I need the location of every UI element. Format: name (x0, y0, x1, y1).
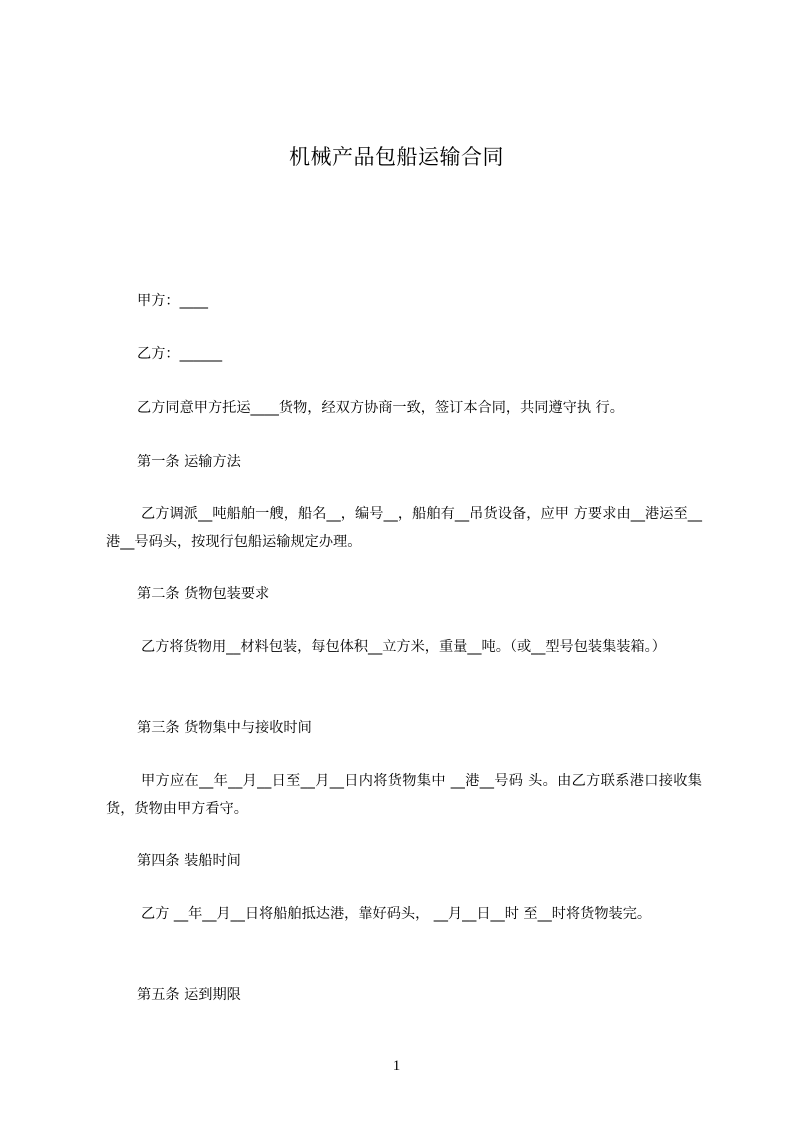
article3-body: 甲方应在__年__月__日至__月__日内将货物集中 __港__号码 头。由乙方联系港口接收集货，货物由甲方看守。 (106, 773, 702, 817)
article5-heading: 第五条 运到期限 (137, 987, 241, 1003)
party-a-line: 甲方：____ (137, 293, 208, 309)
article3-heading: 第三条 货物集中与接收时间 (137, 720, 312, 736)
article2-heading: 第二条 货物包装要求 (137, 586, 270, 602)
article4-body: 乙方 __年__月__日将船舶抵达港，靠好码头， __月__日__时 至__时将货物装完。 (141, 906, 652, 922)
document-title: 机械产品包船运输合同 (289, 145, 504, 169)
article1-heading: 第一条 运输方法 (137, 454, 241, 470)
article1-body: 乙方调派__吨船舶一艘，船名__，编号__，船舶有__吊货设备，应甲 方要求由__港运至__港__号码头，按现行包船运输规定办理。 (106, 506, 702, 550)
article4-heading: 第四条 装船时间 (137, 853, 241, 869)
page-number: 1 (392, 1058, 401, 1074)
article2-body: 乙方将货物用__材料包装，每包体积__立方米，重量__吨。（或__型号包装集装箱。） (141, 639, 666, 655)
party-b-line: 乙方：______ (137, 346, 223, 362)
intro-paragraph: 乙方同意甲方托运____货物，经双方协商一致，签订本合同，共同遵守执 行。 (137, 400, 624, 416)
